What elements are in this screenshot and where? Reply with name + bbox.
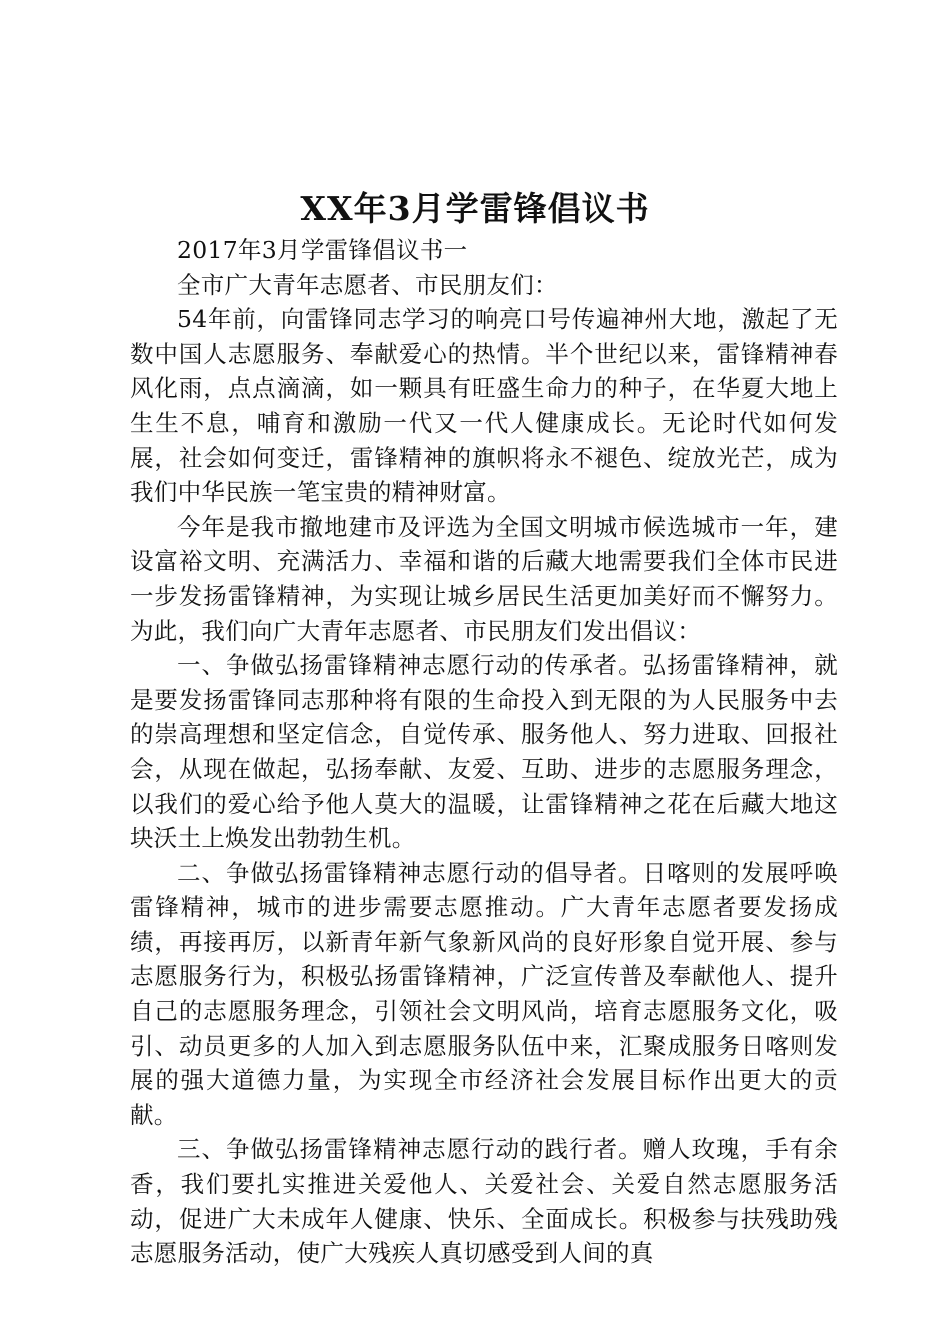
- paragraph-point-two: 二、争做弘扬雷锋精神志愿行动的倡导者。日喀则的发展呼唤雷锋精神，城市的进步需要志愿推动。广大青年志愿者要发扬成绩，再接再厉，以新青年新气象新风尚的良好形象自觉开展、参与志愿服务行为，积极弘扬雷锋精神，广泛宣传普及奉献他人、提升自己的志愿服务理念，引领社会文明风尚，培育志愿服务文化，吸引、动员更多的人加入到志愿服务队伍中来，汇聚成服务日喀则发展的强大道德力量，为实现全市经济社会发展目标作出更大的贡献。: [130, 858, 838, 1129]
- document-body: [130, 233, 838, 1271]
- paragraph-context: 今年是我市撤地建市及评选为全国文明城市候选城市一年，建设富裕文明、充满活力、幸福和谐的后藏大地需要我们全体市民进一步发扬雷锋精神，为实现让城乡居民生活更加美好而不懈努力。为此，我们向广大青年志愿者、市民朋友们发出倡议：: [130, 512, 838, 645]
- paragraph-point-three: 三、争做弘扬雷锋精神志愿行动的践行者。赠人玫瑰，手有余香，我们要扎实推进关爱他人、关爱社会、关爱自然志愿服务活动，促进广大未成年人健康、快乐、全面成长。积极参与扶残助残志愿服务活动，使广大残疾人真切感受到人间的真: [130, 1135, 838, 1268]
- document-title: XX年3月学雷锋倡议书: [300, 189, 650, 228]
- paragraph-intro: 54年前，向雷锋同志学习的响亮口号传遍神州大地，激起了无数中国人志愿服务、奉献爱心的热情。半个世纪以来，雷锋精神春风化雨，点点滴滴，如一颗具有旺盛生命力的种子，在华夏大地上生生不息，哺育和激励一代又一代人健康成长。无论时代如何发展，社会如何变迁，雷锋精神的旗帜将永不褪色、绽放光芒，成为我们中华民族一笔宝贵的精神财富。: [130, 305, 838, 507]
- paragraph-heading-line: 2017年3月学雷锋倡议书一: [177, 236, 468, 264]
- paragraph-point-one: 一、争做弘扬雷锋精神志愿行动的传承者。弘扬雷锋精神，就是要发扬雷锋同志那种将有限的生命投入到无限的为人民服务中去的崇高理想和坚定信念，自觉传承、服务他人、努力进取、回报社会，从现在做起，弘扬奉献、友爱、互助、进步的志愿服务理念，以我们的爱心给予他人莫大的温暖，让雷锋精神之花在后藏大地这块沃土上焕发出勃勃生机。: [130, 651, 838, 853]
- paragraph-salutation: 全市广大青年志愿者、市民朋友们：: [177, 270, 558, 299]
